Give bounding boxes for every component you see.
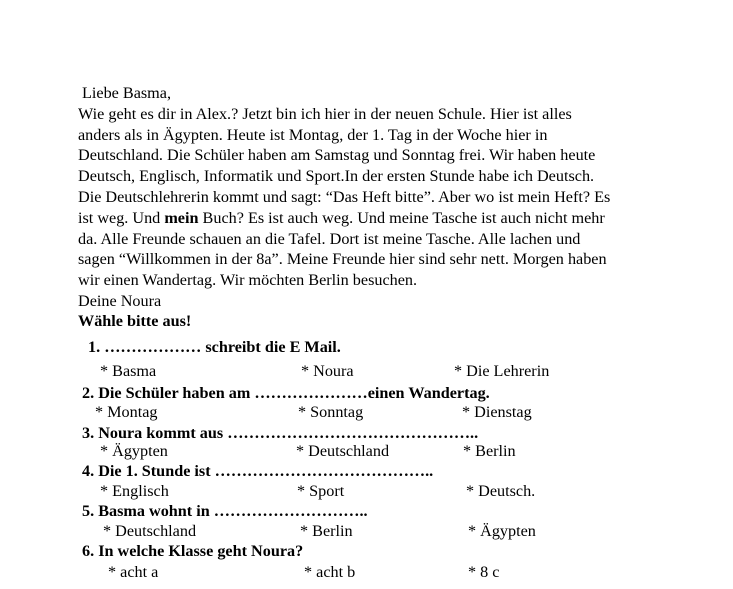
option-1a: * Basma (100, 362, 157, 380)
option-2b: * Sonntag (298, 403, 364, 421)
option-1b: * Noura (301, 362, 354, 380)
letter-line (78, 208, 678, 229)
option-4a: * Englisch (100, 482, 169, 500)
option-2c: * Dienstag (462, 403, 532, 421)
option-2a: * Montag (95, 403, 158, 421)
letter-line: anders als in Ägypten. Heute ist Montag, der 1. Tag in der Woche hier in (78, 125, 548, 144)
letter-line: Deutschland. Die Schüler haben am Samstag und Sonntag frei. Wir haben heute (78, 146, 596, 165)
option-3a: * Ägypten (100, 442, 168, 460)
question-2: 2. Die Schüler haben am …………………einen Wandertag. (82, 384, 490, 402)
exercise-instruction: Wähle bitte aus! (78, 312, 192, 330)
letter-line: da. Alle Freunde schauen an die Tafel. Dort ist meine Tasche. Alle lachen und (78, 229, 581, 248)
option-6a: * acht a (108, 563, 159, 581)
option-3b: * Deutschland (296, 442, 390, 460)
letter-bold-word: mein (164, 208, 199, 227)
option-4b: * Sport (297, 482, 345, 500)
option-6b: * acht b (304, 563, 356, 581)
letter-line: sagen “Willkommen in der 8a”. Meine Freunde hier sind sehr nett. Morgen haben (78, 250, 607, 269)
option-5b: * Berlin (300, 522, 353, 540)
option-5a: * Deutschland (103, 522, 197, 540)
option-1c: * Die Lehrerin (454, 362, 550, 380)
question-3: 3. Noura kommt aus ……………………………………….. (82, 424, 479, 442)
question-4: 4. Die 1. Stunde ist ………………………………….. (82, 462, 434, 480)
letter-text: Buch? Es ist auch weg. Und meine Tasche ist auch nicht mehr (198, 208, 605, 227)
option-3c: * Berlin (463, 442, 516, 460)
question-5: 5. Basma wohnt in ……………………….. (82, 502, 368, 520)
letter (78, 83, 678, 312)
letter-line: Deutsch, Englisch, Informatik und Sport.In der ersten Stunde habe ich Deutsch. (78, 167, 595, 186)
option-4c: * Deutsch. (466, 482, 536, 500)
question-1: 1. ……………… schreibt die E Mail. (88, 338, 341, 356)
letter-greeting: Liebe Basma, (82, 84, 171, 102)
letter-text: ist weg. Und (78, 208, 165, 227)
letter-closing: Deine Noura (78, 291, 162, 310)
letter-line: wir einen Wandertag. Wir möchten Berlin besuchen. (78, 271, 418, 290)
letter-line: Wie geht es dir in Alex.? Jetzt bin ich hier in der neuen Schule. Hier ist alles (78, 104, 572, 123)
option-5c: * Ägypten (468, 522, 536, 540)
letter-line: Die Deutschlehrerin kommt und sagt: “Das Heft bitte”. Aber wo ist mein Heft? Es (78, 187, 611, 206)
question-6: 6. In welche Klasse geht Noura? (82, 542, 304, 560)
option-6c: * 8 c (468, 563, 500, 581)
